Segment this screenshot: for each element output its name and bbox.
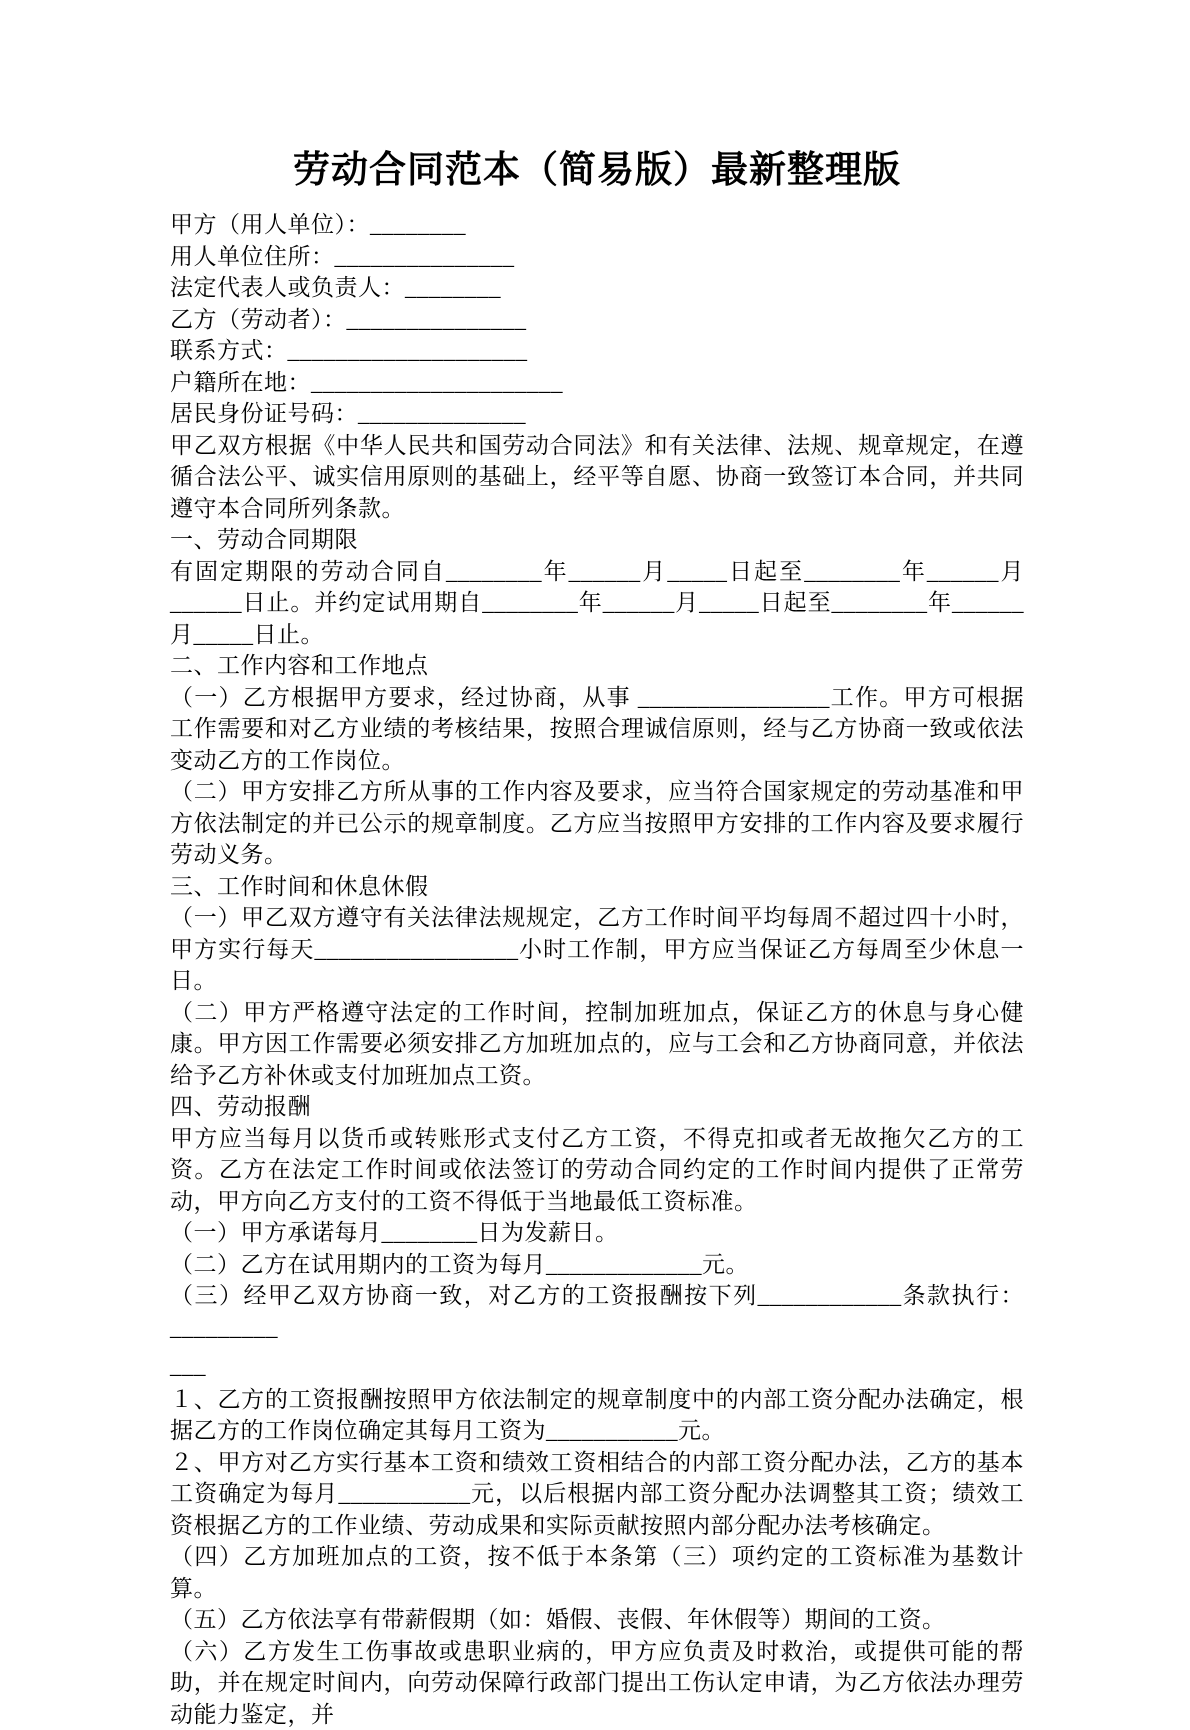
paragraph-pay-terms-continuation: ___ <box>170 1350 1024 1382</box>
section-heading-3: 三、工作时间和休息休假 <box>170 871 1024 903</box>
paragraph-probation-pay: （二）乙方在试用期内的工资为每月_____________元。 <box>170 1249 1024 1281</box>
paragraph-overtime-pay: （四）乙方加班加点的工资，按不低于本条第（三）项约定的工资标准为基数计算。 <box>170 1541 1024 1604</box>
paragraph-work-content-1: （一）乙方根据甲方要求，经过协商，从事 ________________工作。甲方可根据工作需要和对乙方业绩的考核结果，按照合理诚信原则，经与乙方协商一致或依法变动乙方的工作岗位。 <box>170 682 1024 777</box>
paragraph-pay-option-2: ２、甲方对乙方实行基本工资和绩效工资相结合的内部工资分配办法，乙方的基本工资确定为每月___________元，以后根据内部工资分配办法调整其工资；绩效工资根据乙方的工作业绩、劳动成果和实际贡献按照内部分配办法考核确定。 <box>170 1447 1024 1542</box>
paragraph-preamble: 甲乙双方根据《中华人民共和国劳动合同法》和有关法律、法规、规章规定，在遵循合法公平、诚实信用原则的基础上，经平等自愿、协商一致签订本合同，并共同遵守本合同所列条款。 <box>170 430 1024 525</box>
paragraph-pay-terms: （三）经甲乙双方协商一致，对乙方的工资报酬按下列____________条款执行：_________ <box>170 1280 1024 1343</box>
section-heading-1: 一、劳动合同期限 <box>170 524 1024 556</box>
field-party-b: 乙方（劳动者）：_______________ <box>170 304 1024 336</box>
paragraph-payday: （一）甲方承诺每月________日为发薪日。 <box>170 1217 1024 1249</box>
field-party-a: 甲方（用人单位）：________ <box>170 209 1024 241</box>
paragraph-pay-option-1: １、乙方的工资报酬按照甲方依法制定的规章制度中的内部工资分配办法确定，根据乙方的工作岗位确定其每月工资为___________元。 <box>170 1384 1024 1447</box>
paragraph-contract-term: 有固定期限的劳动合同自________年______月_____日起至________年______月______日止。并约定试用期自________年______月_____日起至________年______月_____日止。 <box>170 556 1024 651</box>
section-heading-4: 四、劳动报酬 <box>170 1091 1024 1123</box>
field-employer-address: 用人单位住所：_______________ <box>170 241 1024 273</box>
paragraph-work-hours-2: （二）甲方严格遵守法定的工作时间，控制加班加点，保证乙方的休息与身心健康。甲方因工作需要必须安排乙方加班加点的，应与工会和乙方协商同意，并依法给予乙方补休或支付加班加点工资。 <box>170 997 1024 1092</box>
paragraph-pay-general: 甲方应当每月以货币或转账形式支付乙方工资，不得克扣或者无故拖欠乙方的工资。乙方在法定工作时间或依法签订的劳动合同约定的工作时间内提供了正常劳动，甲方向乙方支付的工资不得低于当地最低工资标准。 <box>170 1123 1024 1218</box>
paragraph-work-hours-1: （一）甲乙双方遵守有关法律法规规定，乙方工作时间平均每周不超过四十小时，甲方实行每天_________________小时工作制，甲方应当保证乙方每周至少休息一日。 <box>170 902 1024 997</box>
field-contact: 联系方式：____________________ <box>170 335 1024 367</box>
paragraph-paid-leave: （五）乙方依法享有带薪假期（如：婚假、丧假、年休假等）期间的工资。 <box>170 1604 1024 1636</box>
document-title: 劳动合同范本（简易版）最新整理版 <box>170 146 1024 196</box>
field-legal-representative: 法定代表人或负责人：________ <box>170 272 1024 304</box>
field-registered-residence: 户籍所在地：_____________________ <box>170 367 1024 399</box>
section-heading-2: 二、工作内容和工作地点 <box>170 650 1024 682</box>
field-id-number: 居民身份证号码：______________ <box>170 398 1024 430</box>
paragraph-work-content-2: （二）甲方安排乙方所从事的工作内容及要求，应当符合国家规定的劳动基准和甲方依法制定的并已公示的规章制度。乙方应当按照甲方安排的工作内容及要求履行劳动义务。 <box>170 776 1024 871</box>
paragraph-work-injury: （六）乙方发生工伤事故或患职业病的，甲方应负责及时救治，或提供可能的帮助，并在规定时间内，向劳动保障行政部门提出工伤认定申请，为乙方依法办理劳动能力鉴定，并 <box>170 1636 1024 1730</box>
